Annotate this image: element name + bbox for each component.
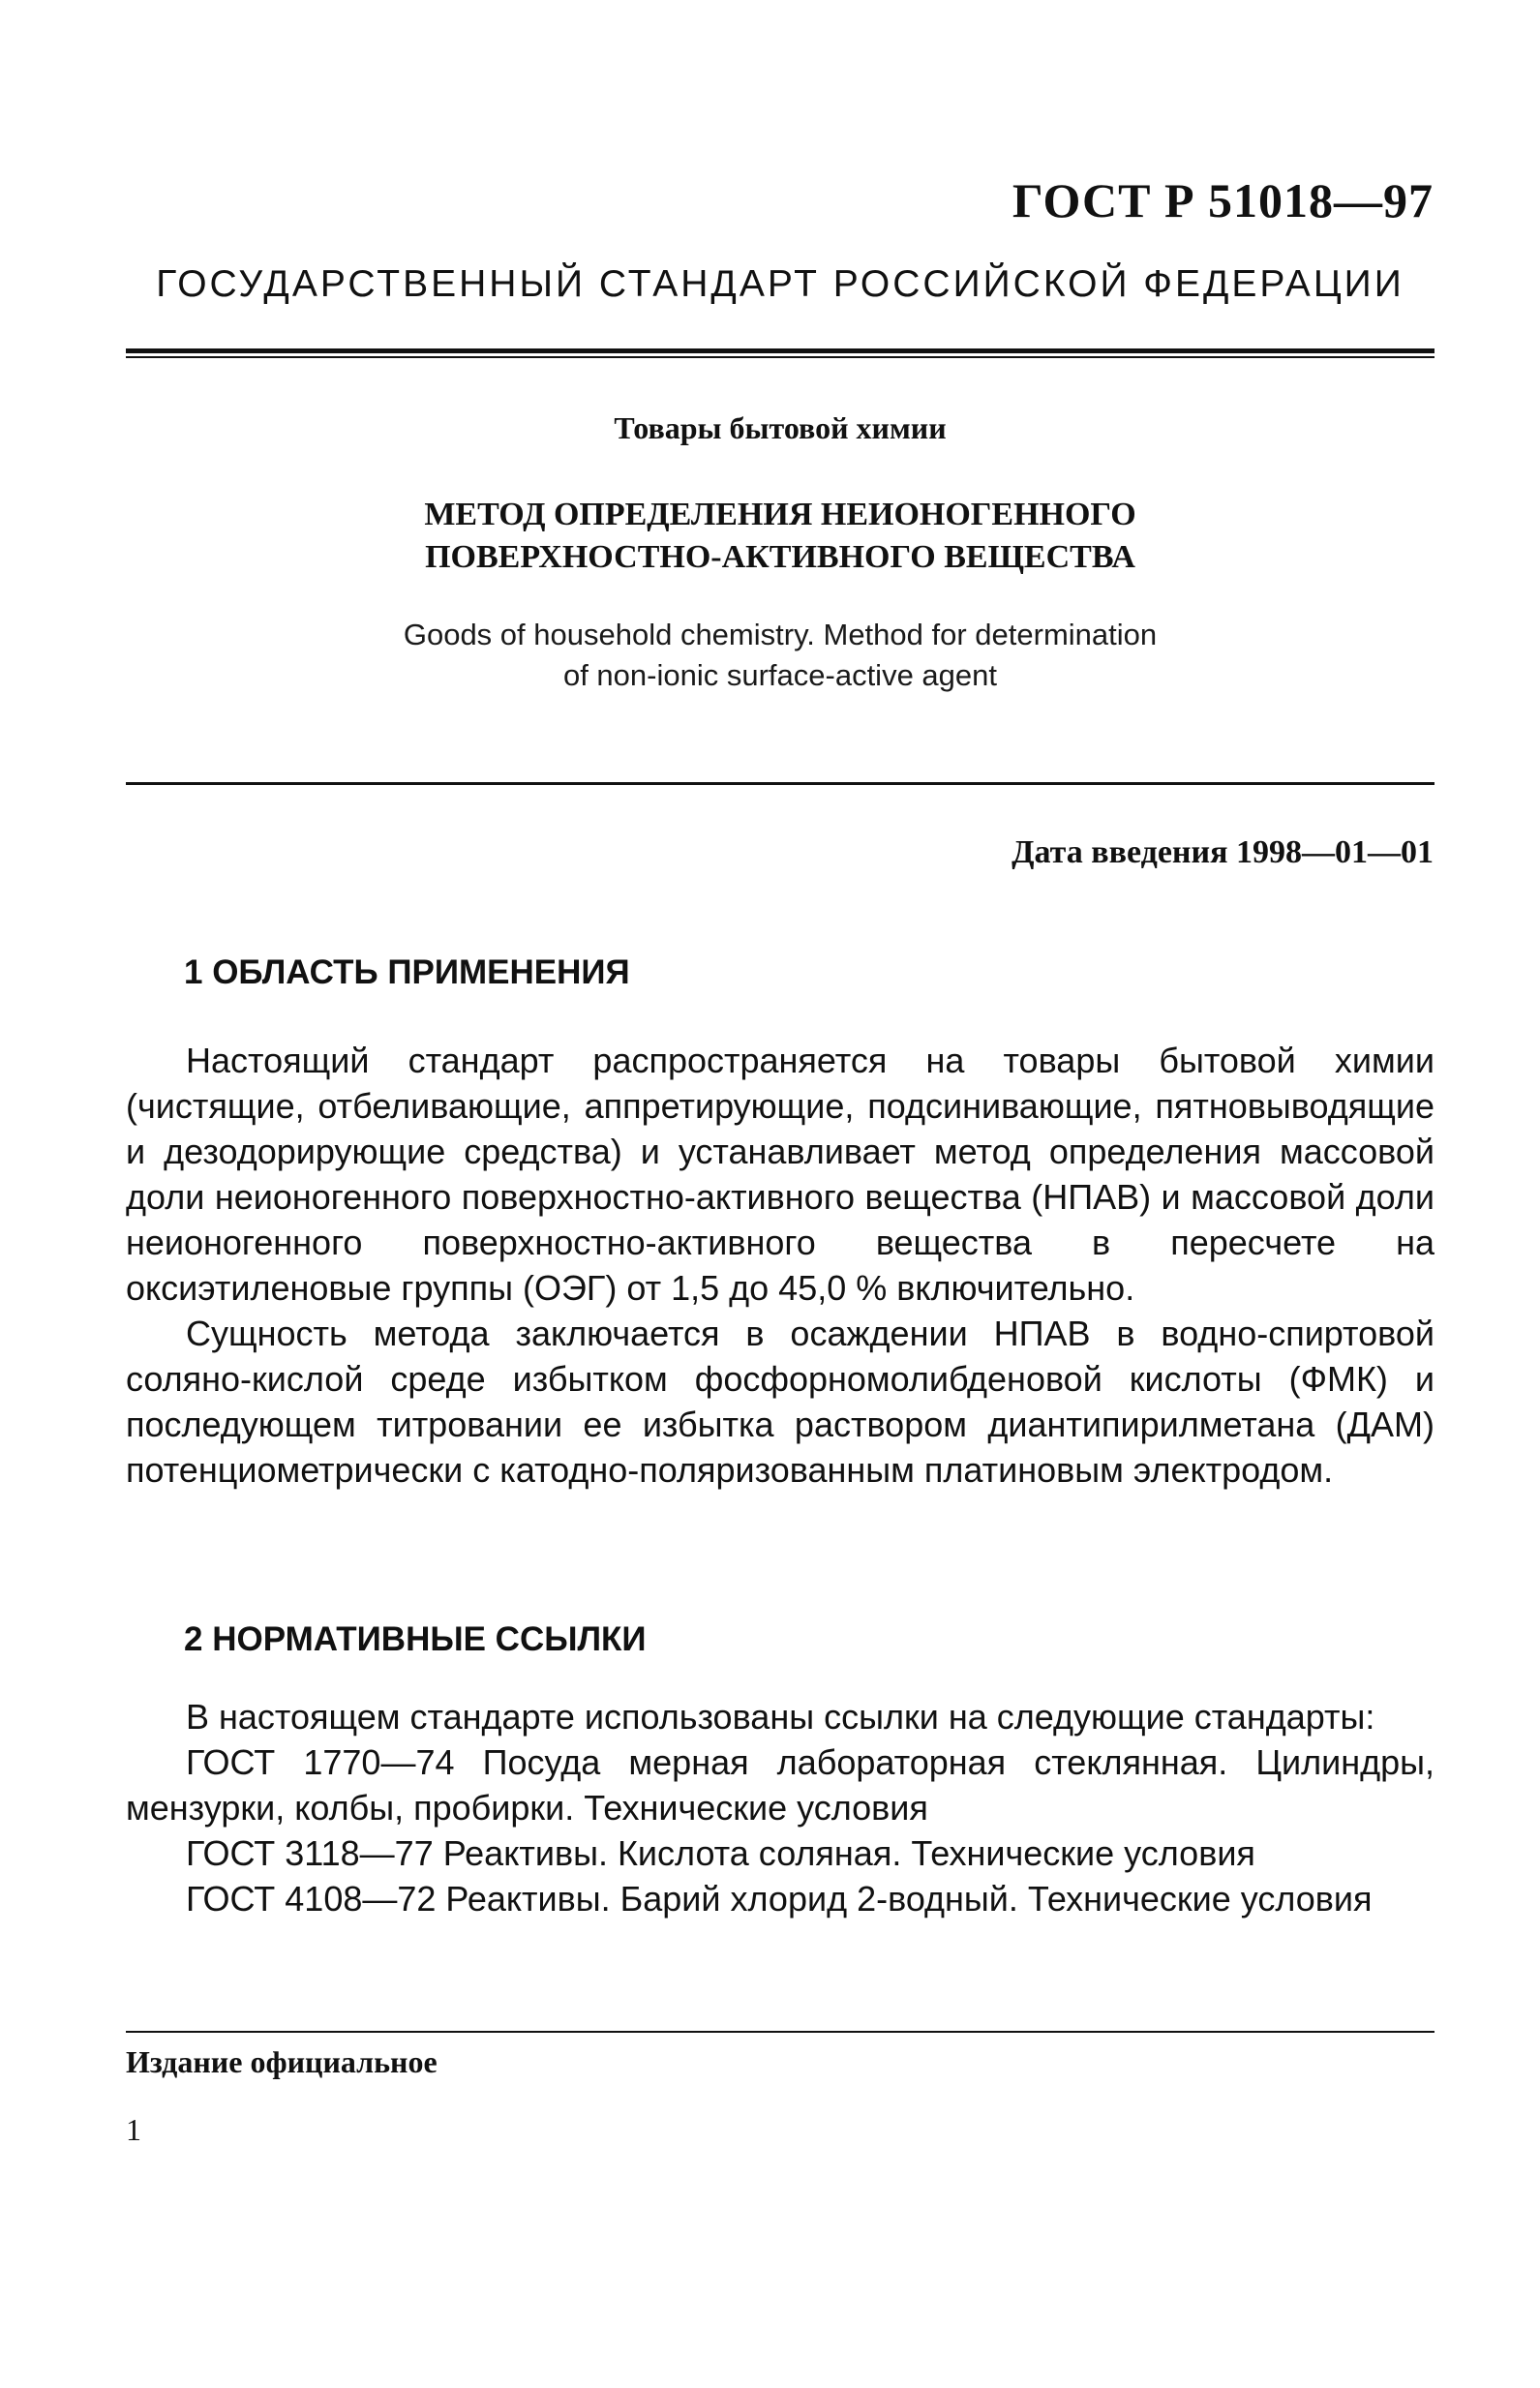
english-title-line-2: of non-ionic surface-active agent <box>562 658 998 692</box>
section-1-paragraph-1: Настоящий стандарт распространяется на товары бытовой химии (чистящие, отбеливающие, аппретирующие, подсинивающие, пятновыводящие и дезодорирующие средства) и устанавливает метод определения массовой доли неионогенного поверхностно-активного вещества (НПАВ) и массовой доли неионогенного поверхностно-активного вещества в пересчете на оксиэтиленовые группы (ОЭГ) от 1,5 до 45,0 % включительно. <box>126 1041 1434 1308</box>
document-subtitle: Товары бытовой химии <box>614 410 947 445</box>
reference-gost-3118: ГОСТ 3118—77 Реактивы. Кислота соляная. Технические условия <box>186 1833 1255 1873</box>
english-title <box>126 615 1434 696</box>
reference-gost-4108: ГОСТ 4108—72 Реактивы. Барий хлорид 2-водный. Технические условия <box>186 1879 1373 1919</box>
standard-organization: ГОСУДАРСТВЕННЫЙ СТАНДАРТ РОССИЙСКОЙ ФЕДЕРАЦИИ <box>156 263 1404 305</box>
section-2-paragraph-1: В настоящем стандарте использованы ссылки на следующие стандарты: <box>186 1697 1375 1737</box>
english-title-line-1: Goods of household chemistry. Method for determination <box>403 618 1158 651</box>
document-title-line-2: ПОВЕРХНОСТНО-АКТИВНОГО ВЕЩЕСТВА <box>425 539 1135 575</box>
standard-number: ГОСТ Р 51018—97 <box>1012 173 1434 227</box>
introduction-date: Дата введения 1998—01—01 <box>1012 834 1434 870</box>
title-divider <box>126 782 1434 785</box>
header-divider-thin <box>126 356 1434 358</box>
header-divider-thick <box>126 348 1434 353</box>
page-number: 1 <box>126 2112 141 2147</box>
footer-divider <box>126 2031 1434 2033</box>
section-1-body <box>126 1038 1434 1493</box>
section-1-heading: 1 ОБЛАСТЬ ПРИМЕНЕНИЯ <box>184 953 630 991</box>
edition-label: Издание официальное <box>126 2044 438 2079</box>
reference-gost-1770: ГОСТ 1770—74 Посуда мерная лабораторная стеклянная. Цилиндры, мензурки, колбы, пробирки. Технические условия <box>126 1742 1434 1828</box>
document-title <box>126 494 1434 579</box>
section-2-heading: 2 НОРМАТИВНЫЕ ССЫЛКИ <box>184 1620 647 1658</box>
section-2-body <box>126 1694 1434 1921</box>
document-title-line-1: МЕТОД ОПРЕДЕЛЕНИЯ НЕИОНОГЕННОГО <box>424 497 1136 532</box>
section-1-paragraph-2: Сущность метода заключается в осаждении НПАВ в водно-спиртовой соляно-кислой среде избытком фосфорномолибденовой кислоты (ФМК) и последующем титровании ее избытка раствором диантипирилметана (ДАМ) потенциометрически с катодно-поляризованным платиновым электродом. <box>126 1314 1434 1490</box>
